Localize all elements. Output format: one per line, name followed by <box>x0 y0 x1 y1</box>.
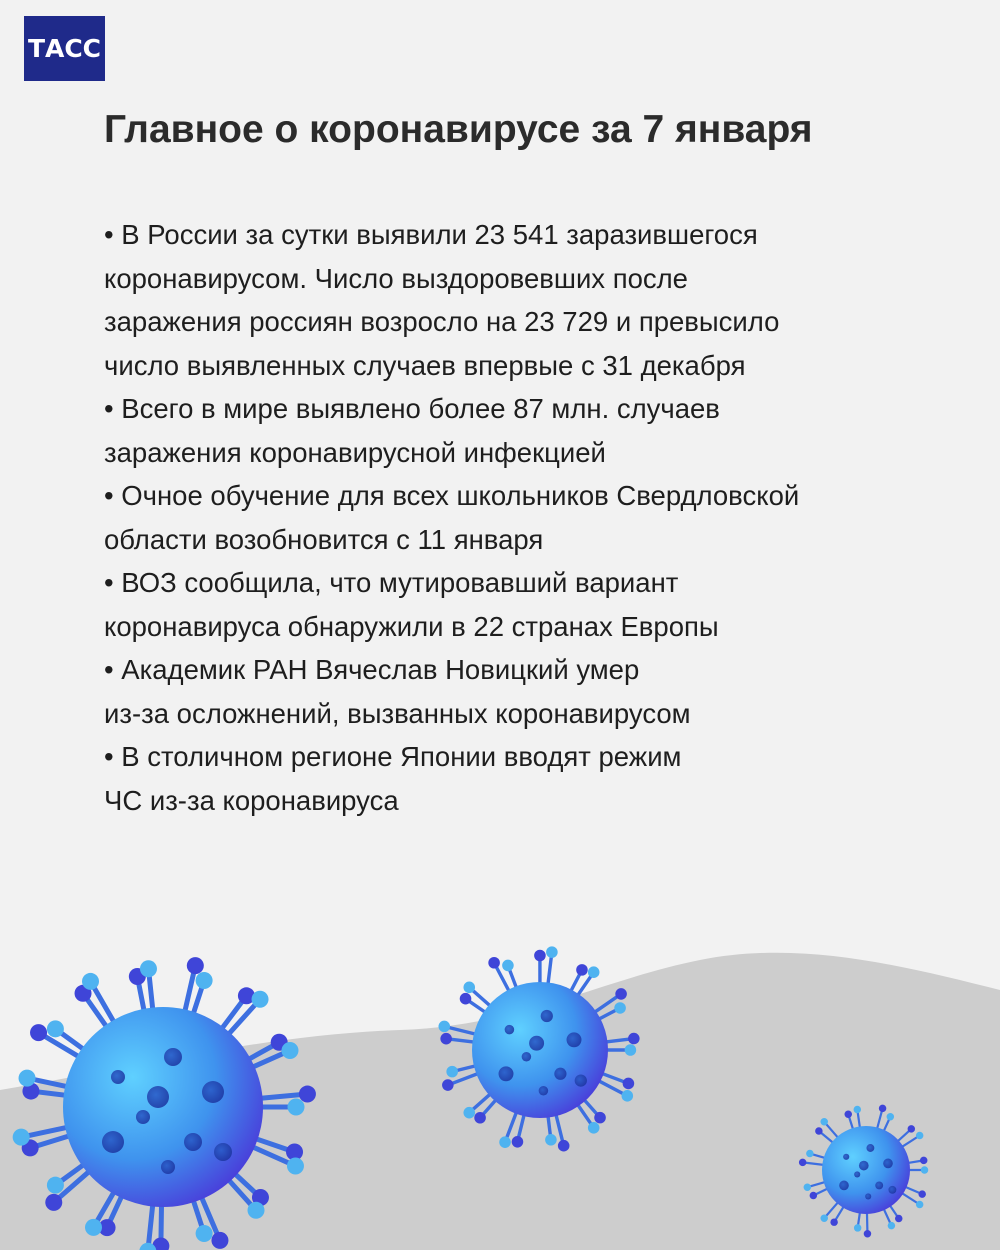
virus-spike-tip <box>140 960 157 977</box>
virus-dot <box>505 1025 515 1035</box>
bullet: • <box>104 741 114 772</box>
virus-dot <box>854 1171 860 1177</box>
virus-dot <box>522 1052 532 1062</box>
virus-spike-tip <box>844 1111 851 1118</box>
virus-spike-tip <box>916 1132 923 1139</box>
virus-spike-tip <box>820 1118 827 1125</box>
virus-dot <box>111 1070 125 1084</box>
news-line: заражения россиян возросло на 23 729 и превысило <box>104 306 780 337</box>
virus-dot <box>147 1086 169 1108</box>
virus-body <box>822 1126 910 1214</box>
virus-spike-tip <box>299 1086 316 1103</box>
virus-spike-tip <box>488 957 500 969</box>
news-item <box>104 648 904 735</box>
virus-dot <box>554 1068 566 1080</box>
virus-spike-tip <box>85 1219 102 1236</box>
virus-dot <box>164 1048 182 1066</box>
virus-spike-tip <box>248 1202 265 1219</box>
virus-spike-tip <box>622 1090 634 1102</box>
news-line: В столичном регионе Японии вводят режим <box>121 741 682 772</box>
virus-spike-tip <box>614 1002 626 1014</box>
bullet: • <box>104 219 114 250</box>
virus-spike-tip <box>854 1224 861 1231</box>
virus-spike-tip <box>281 1042 298 1059</box>
news-line: ЧС из-за коронавируса <box>104 784 399 816</box>
virus-spike-tip <box>211 1232 228 1249</box>
virus-body <box>63 1007 263 1207</box>
virus-spike-tip <box>921 1166 928 1173</box>
news-line: Всего в мире выявлено более 87 млн. случаев <box>121 393 720 424</box>
virus-spike-tip <box>30 1024 47 1041</box>
virus-dot <box>567 1032 582 1047</box>
virus-spike-tip <box>288 1099 305 1116</box>
news-line: заражения коронавирусной инфекцией <box>104 436 606 468</box>
bullet: • <box>104 654 114 685</box>
virus-dot <box>843 1154 849 1160</box>
virus-dot <box>202 1081 224 1103</box>
virus-spike-tip <box>45 1194 62 1211</box>
virus-dot <box>529 1036 544 1051</box>
virus-spike-tip <box>196 972 213 989</box>
virus-spike-tip <box>440 1033 452 1045</box>
virus-spike-tip <box>196 1225 213 1242</box>
virus-spike-tip <box>512 1136 524 1148</box>
virus-spike-tip <box>854 1106 861 1113</box>
virus-spike-tip <box>588 1122 600 1134</box>
virus-spike-tip <box>804 1183 811 1190</box>
virus-spike-tip <box>19 1070 36 1087</box>
news-list <box>104 213 904 822</box>
virus-dot <box>865 1193 871 1199</box>
news-line: коронавируса обнаружили в 22 странах Европы <box>104 610 719 642</box>
virus-spike-tip <box>287 1157 304 1174</box>
virus-spike-tip <box>908 1125 915 1132</box>
virus-spike-tip <box>887 1113 894 1120</box>
news-line: Очное обучение для всех школьников Свердловской <box>121 480 800 511</box>
virus-spike-tip <box>546 946 558 958</box>
virus-spike-tip <box>920 1157 927 1164</box>
virus-spike-tip <box>625 1044 637 1056</box>
virus-spike-tip <box>830 1218 837 1225</box>
virus-illustration <box>0 920 1000 1250</box>
virus-spike-tip <box>499 1136 511 1148</box>
virus-spike-tip <box>916 1201 923 1208</box>
virus-dot <box>575 1074 587 1086</box>
virus-spike-tip <box>888 1222 895 1229</box>
virus-spike-tip <box>576 964 588 976</box>
virus-spike-tip <box>438 1021 450 1033</box>
tass-logo-text: ТАСС <box>27 34 102 63</box>
virus-spike-tip <box>799 1159 806 1166</box>
news-line: коронавирусом. Число выздоровевших после <box>104 262 688 294</box>
virus-spike-tip <box>534 950 546 962</box>
virus-dot <box>102 1131 124 1153</box>
virus-spike-tip <box>252 991 269 1008</box>
news-item <box>104 387 904 474</box>
news-line: Академик РАН Вячеслав Новицкий умер <box>121 654 640 685</box>
virus-spike-tip <box>615 988 627 1000</box>
news-item <box>104 561 904 648</box>
virus-spike-tip <box>815 1127 822 1134</box>
page-title: Главное о коронавирусе за 7 января <box>104 108 813 151</box>
virus-spike-tip <box>13 1129 30 1146</box>
virus-dot <box>875 1181 883 1189</box>
virus-dot <box>541 1010 553 1022</box>
virus-spike-tip <box>446 1066 458 1078</box>
virus-spike-tip <box>806 1150 813 1157</box>
virus-spike-tip <box>187 957 204 974</box>
virus-spike-tip <box>810 1192 817 1199</box>
virus-spike-tip <box>82 973 99 990</box>
virus-spike-tip <box>879 1105 886 1112</box>
virus-dot <box>883 1159 893 1169</box>
tass-logo <box>24 16 105 81</box>
virus-spike-tip <box>463 1107 475 1119</box>
news-line: В России за сутки выявили 23 541 заразившегося <box>121 219 758 250</box>
virus-dot <box>866 1144 874 1152</box>
virus-dot <box>859 1161 869 1171</box>
virus-spike-tip <box>47 1020 64 1037</box>
virus-dot <box>214 1143 232 1161</box>
news-item <box>104 735 904 822</box>
virus-spike-tip <box>558 1140 570 1152</box>
news-line: число выявленных случаев впервые с 31 декабря <box>104 349 746 381</box>
virus-spike-tip <box>474 1112 486 1124</box>
virus-dot <box>839 1181 849 1191</box>
virus-spike-tip <box>628 1033 640 1045</box>
virus-spike-tip <box>442 1079 454 1091</box>
bullet: • <box>104 567 114 598</box>
virus-spike-tip <box>623 1078 635 1090</box>
virus-dot <box>136 1110 150 1124</box>
virus-dot <box>184 1133 202 1151</box>
virus-spike-tip <box>594 1112 606 1124</box>
news-line: области возобновится с 11 января <box>104 523 544 555</box>
bullet: • <box>104 480 114 511</box>
virus-body <box>472 982 608 1118</box>
virus-spike-tip <box>460 993 472 1005</box>
virus-spike-tip <box>588 966 600 978</box>
virus-spike-tip <box>545 1134 557 1146</box>
news-line: из-за осложнений, вызванных коронавирусом <box>104 697 691 729</box>
virus-dot <box>161 1160 175 1174</box>
virus-dot <box>888 1186 896 1194</box>
virus-spike-tip <box>47 1177 64 1194</box>
virus-spike-tip <box>895 1215 902 1222</box>
virus-spike-tip <box>502 960 514 972</box>
virus-spike-tip <box>918 1190 925 1197</box>
news-line: ВОЗ сообщила, что мутировавший вариант <box>121 567 679 598</box>
bullet: • <box>104 393 114 424</box>
virus-spike-tip <box>820 1214 827 1221</box>
virus-dot <box>499 1066 514 1081</box>
news-item <box>104 213 904 387</box>
virus-dot <box>539 1086 549 1096</box>
virus-spike-tip <box>864 1230 871 1237</box>
virus-spike-tip <box>463 982 475 994</box>
news-item <box>104 474 904 561</box>
